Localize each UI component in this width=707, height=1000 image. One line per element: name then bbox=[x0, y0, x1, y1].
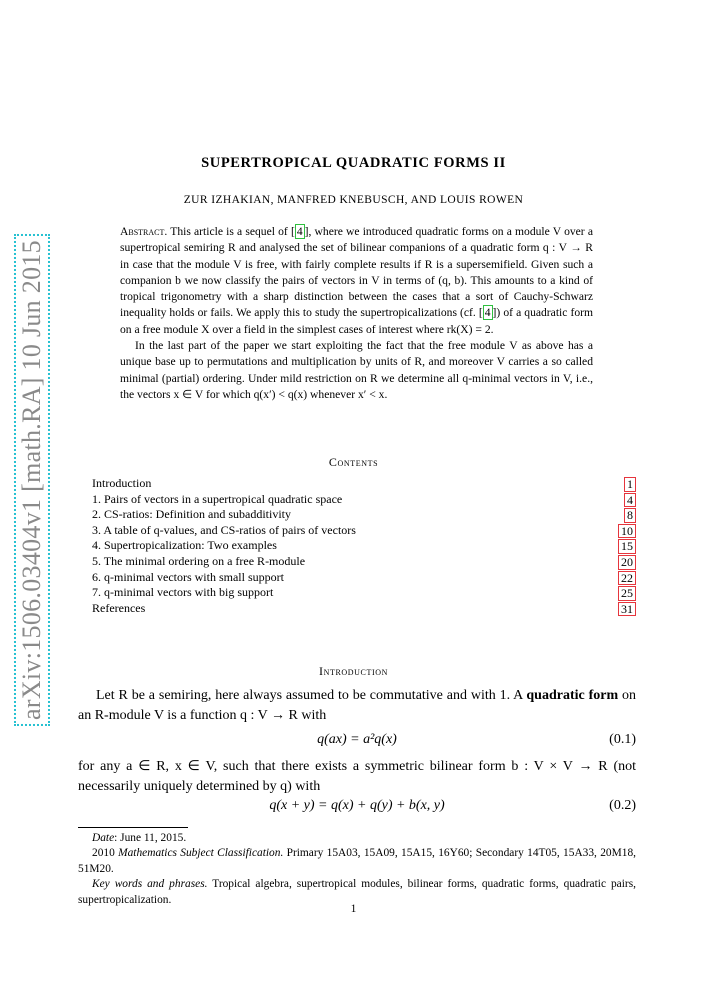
abstract-text-1a: This article is a sequel of bbox=[170, 225, 288, 238]
toc-entry-label: 2. CS-ratios: Definition and subadditivity bbox=[92, 507, 291, 522]
toc-page-link[interactable]: 4 bbox=[624, 493, 636, 508]
toc-page-link[interactable]: 15 bbox=[618, 539, 636, 554]
toc-entry-label: 6. q-minimal vectors with small support bbox=[92, 569, 284, 584]
contents-heading: Contents bbox=[328, 455, 379, 469]
intro-text-1b: on an R-module V is a function q : V → R with bbox=[78, 688, 637, 723]
abstract-paragraph-1: Abstract. This article is a sequel of [ 4 ], where we introduced quadratic forms on a module V over a supertropical semiring R and analysed the set of bilinear companions of a quadratic form q : V → R in case that the module V is free, with fairly complete results if R is a supersemifield. Given such a companion b we now classify the pairs of vectors in V in terms of (q, b). This amounts to a kind of tropical trigonometry with a sharp distinction between the cases that a sort of Cauchy-Schwarz inequality holds or fails. We apply this to study the supertropicalizations (cf. [ 4 ]) of a quadratic form on a free module X over a field in the simplest cases of interest where rk(X) = 2. bbox=[120, 225, 594, 336]
toc-entry bbox=[92, 538, 636, 554]
toc-entry-label: 4. Supertropicalization: Two examples bbox=[92, 538, 277, 553]
abstract-label: Abstract. bbox=[120, 225, 168, 238]
footnote-msc bbox=[78, 846, 636, 877]
toc-entry bbox=[92, 476, 636, 492]
intro-paragraph-2: for any a ∈ R, x ∈ V, such that there exists a symmetric bilinear form b : V × V → R (not necessarily uniquely determined by q) with bbox=[78, 759, 636, 794]
footnotes bbox=[78, 831, 636, 908]
footnote-text: 2010 bbox=[92, 847, 115, 860]
toc-page-link[interactable]: 8 bbox=[624, 508, 636, 523]
intro-text-1a: Let R be a semiring, here always assumed to be commutative and with 1. A bbox=[96, 688, 523, 703]
arxiv-identifier-stamp[interactable] bbox=[10, 230, 54, 730]
footnote-text: : June 11, 2015. bbox=[114, 832, 187, 844]
toc-entry bbox=[92, 601, 636, 617]
footnote-label: Key words and phrases. bbox=[92, 878, 208, 891]
toc-entry bbox=[92, 585, 636, 601]
toc-page-link[interactable]: 10 bbox=[618, 524, 636, 539]
toc-page-link[interactable]: 25 bbox=[618, 586, 636, 601]
defined-term: form bbox=[588, 688, 619, 703]
paper-title: SUPERTROPICAL QUADRATIC FORMS II bbox=[201, 155, 506, 171]
toc-entry-label: 3. A table of q-values, and CS-ratios of pairs of vectors bbox=[92, 522, 356, 537]
toc-entry bbox=[92, 570, 636, 586]
arxiv-identifier-text[interactable]: arXiv:1506.03404v1 [math.RA] 10 Jun 2015 bbox=[14, 234, 50, 726]
footnote-label: Mathematics Subject Classification. bbox=[118, 847, 284, 860]
abstract bbox=[120, 224, 593, 403]
equation-number: (0.1) bbox=[609, 732, 636, 747]
defined-term: quadratic bbox=[526, 688, 585, 703]
toc-entry bbox=[92, 492, 636, 508]
toc-page-link[interactable]: 20 bbox=[618, 555, 636, 570]
citation-link[interactable]: 4 bbox=[484, 306, 491, 320]
footnote-text: Primary 15A03, 15A09, 15A15, 16Y60; Secondary 14T05, 15A33, 20M18, 51M20. bbox=[78, 847, 636, 875]
intro-paragraph-1 bbox=[78, 686, 636, 725]
toc-page-link[interactable]: 31 bbox=[618, 602, 636, 617]
toc-entry-label: Introduction bbox=[92, 476, 152, 490]
page-number: 1 bbox=[350, 903, 357, 915]
equation-0-1 bbox=[78, 732, 636, 754]
toc-entry-label: 7. q-minimal vectors with big support bbox=[92, 585, 274, 600]
footnote-date bbox=[78, 831, 636, 846]
toc-entry bbox=[92, 554, 636, 570]
footnote-text: Tropical algebra, supertropical modules, bilinear forms, quadratic forms, quadratic pairs, supertropicalization. bbox=[78, 878, 636, 906]
abstract-text-1c: ) of a quadratic form on a free module X over a field in the simplest cases of interest where rk(X) = 2. bbox=[120, 306, 594, 336]
footnote-label: Date bbox=[92, 832, 115, 844]
toc-page-link[interactable]: 22 bbox=[618, 571, 636, 586]
abstract-paragraph-2: In the last part of the paper we start exploiting the fact that the free module V as above has a unique base up to permutations and multiplication by units of R, and moreover V carries a so called minimal (partial) ordering. Under mild restriction on R we determine all q-minimal vectors in V, i.e., the vectors x ∈ V for which q(x′) < q(x) whenever x′ < x. bbox=[120, 339, 593, 401]
table-of-contents bbox=[92, 476, 636, 616]
abstract-text-1b: , where we introduced quadratic forms on a module V over a supertropical semiring R and analysed the set of bilinear companions of a quadratic form q : V → R in case that the module V is free, with fairly complete results if R is a supersemifield. Given such a companion b we now classify the pairs of vectors in V in terms of (q, b). This amounts to a kind of tropical trigonometry with a sharp distinction between the cases that a sort of Cauchy-Schwarz inequality holds or fails. We apply this to study the supertropicalizations (cf. bbox=[120, 225, 593, 320]
equation-body: q(ax) = a²q(x) bbox=[317, 732, 397, 747]
toc-entry-label: 5. The minimal ordering on a free R-module bbox=[92, 553, 306, 568]
equation-number: (0.2) bbox=[609, 798, 636, 813]
equation-0-2 bbox=[78, 798, 636, 820]
introduction-heading: Introduction bbox=[319, 664, 388, 678]
paper-authors: ZUR IZHAKIAN, MANFRED KNEBUSCH, AND LOUIS ROWEN bbox=[183, 194, 524, 206]
toc-entry-label: References bbox=[92, 600, 146, 615]
equation-body: q(x + y) = q(x) + q(y) + b(x, y) bbox=[269, 798, 445, 813]
footnote-rule bbox=[78, 827, 188, 828]
toc-entry bbox=[92, 507, 636, 523]
toc-page-link[interactable]: 1 bbox=[624, 477, 636, 492]
toc-entry bbox=[92, 523, 636, 539]
citation-link[interactable]: 4 bbox=[296, 225, 303, 238]
toc-entry-label: 1. Pairs of vectors in a supertropical quadratic space bbox=[92, 491, 343, 506]
